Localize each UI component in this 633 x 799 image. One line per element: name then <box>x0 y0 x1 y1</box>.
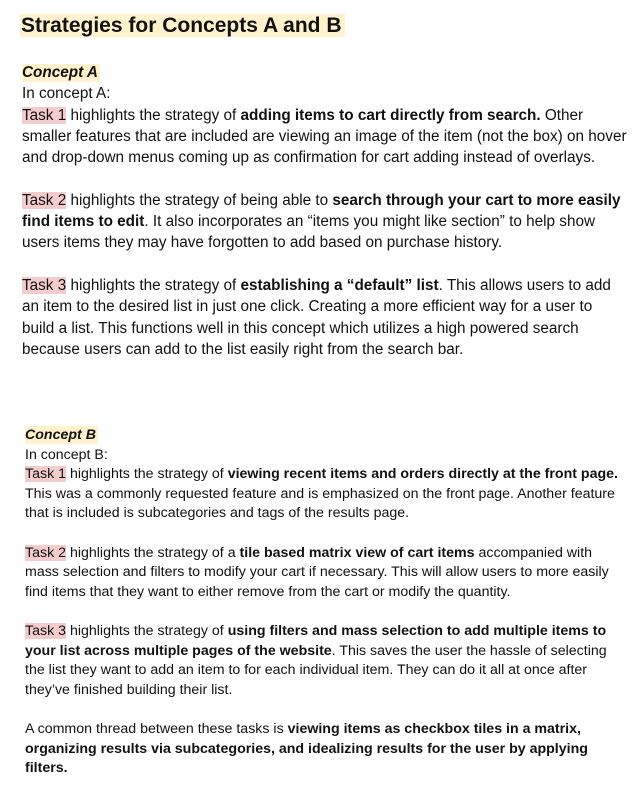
task-label: Task 1 <box>22 106 67 124</box>
concept-b-section <box>25 426 625 779</box>
task-label: Task 3 <box>25 622 67 639</box>
task-label: Task 2 <box>25 544 67 561</box>
concept-b-summary: A common thread between these tasks is viewing items as checkbox tiles in a matrix, organizing results via subcategories, and idealizing results for the user by applying filters. <box>25 720 588 777</box>
concept-a-task-1: Task 1 highlights the strategy of adding items to cart directly from search. Other smaller features that are included are viewing an image of the item (not the box) on hover and drop-down menus coming up as confirmation for cart adding instead of overlays. <box>22 106 627 167</box>
concept-a-section <box>22 62 628 360</box>
task-label: Task 2 <box>22 191 67 209</box>
concept-a-task-2: Task 2 highlights the strategy of being able to search through your cart to more easily find items to edit. It also incorporates an “items you might like section” to help show users items they may have forgotten to add based on purchase history. <box>22 191 621 252</box>
task-label: Task 1 <box>25 466 67 483</box>
concept-b-task-1: Task 1 highlights the strategy of viewing recent items and orders directly at the front page. This was a commonly requested feature and is emphasized on the front page. Another feature that is included is subcategories and tags of the results page. <box>25 466 618 522</box>
concept-a-task-3: Task 3 highlights the strategy of establishing a “default” list. This allows users to add an item to the desired list in just one click. Creating a more efficient way for a user to build a list. This functions well in this concept which utilizes a high powered search because users can add to the list easily right from the search bar. <box>22 276 611 358</box>
concept-b-task-2: Task 2 highlights the strategy of a tile based matrix view of cart items accompanied with mass selection and filters to modify your cart if necessary. This will allow users to more easily find items that they want to either remove from the cart or modify the quantity. <box>25 544 609 600</box>
concept-a-intro: In concept A: <box>22 85 111 103</box>
page-title: Strategies for Concepts A and B <box>20 11 345 41</box>
concept-b-task-3: Task 3 highlights the strategy of using filters and mass selection to add multiple items to your list across multiple pages of the website. This saves the user the hassle of selecting the list they want to add an item to for each individual item. They can do it all at once after they’ve finished building their list. <box>25 622 607 698</box>
task-label: Task 3 <box>22 276 67 294</box>
concept-b-heading: Concept B <box>25 427 96 443</box>
concept-a-heading: Concept A <box>22 64 98 81</box>
concept-b-intro: In concept B: <box>25 446 108 463</box>
